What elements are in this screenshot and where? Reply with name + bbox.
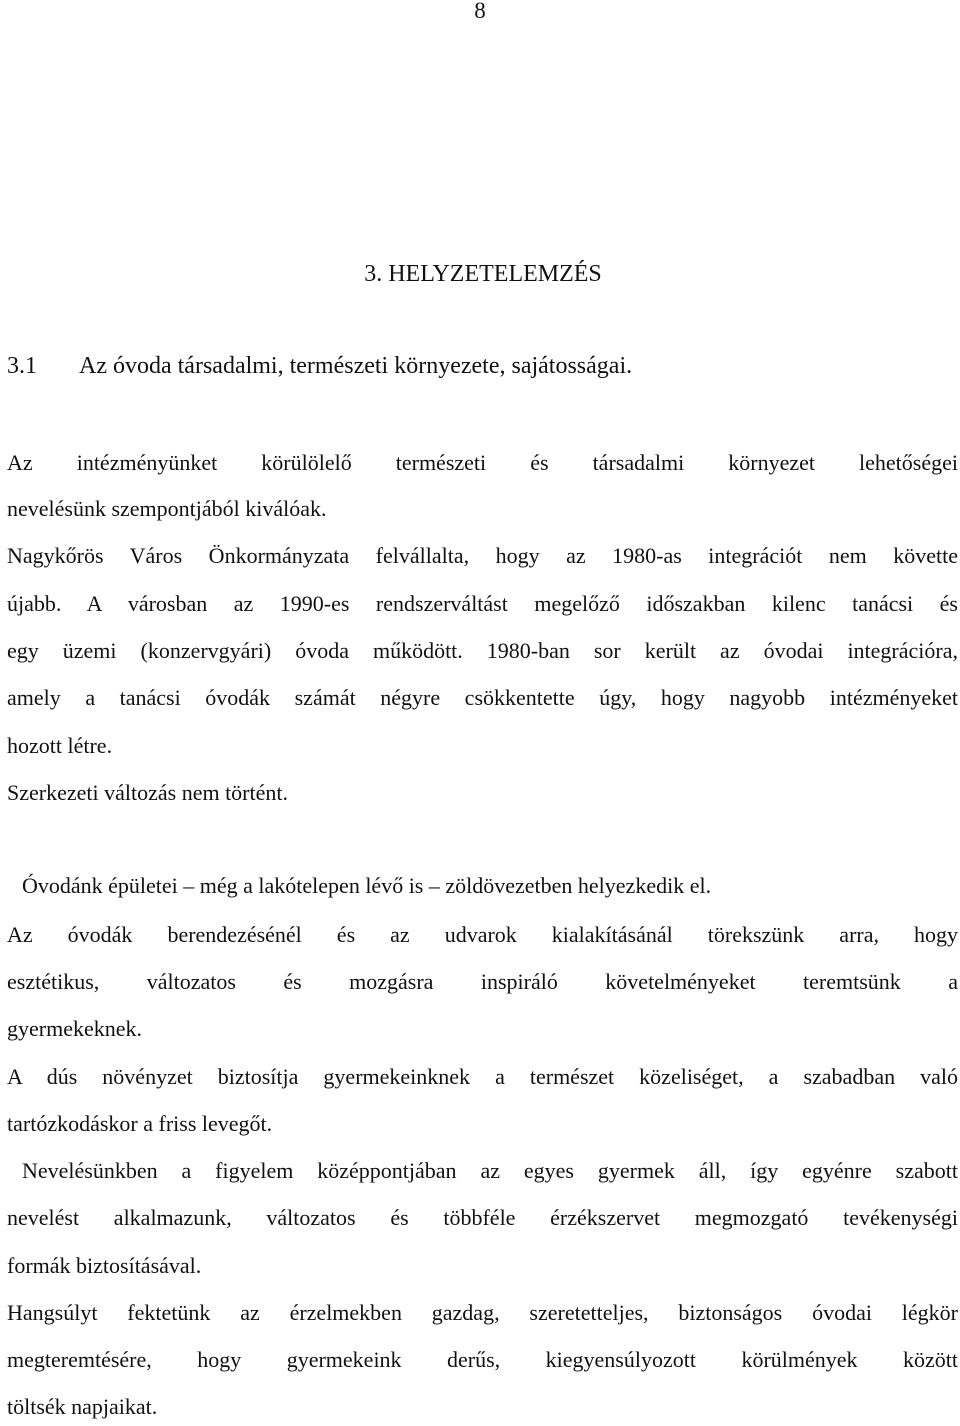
paragraph-line: nevelést alkalmazunk, változatos és többféle érzékszervet megmozgató tevékenységi: [7, 1205, 958, 1230]
paragraph-line: megteremtésére, hogy gyermekeink derűs, kiegyensúlyozott körülmények között: [7, 1347, 958, 1372]
paragraph-line: Az intézményünket körülölelő természeti és társadalmi környezet lehetőségei: [7, 450, 958, 475]
paragraph-line: Hangsúlyt fektetünk az érzelmekben gazdag, szeretetteljes, biztonságos óvodai légkör: [7, 1300, 958, 1325]
paragraph-line: esztétikus, változatos és mozgásra inspiráló követelményeket teremtsünk a: [7, 969, 958, 994]
paragraph-line: amely a tanácsi óvodák számát négyre csökkentette úgy, hogy nagyobb intézményeket: [7, 685, 958, 710]
chapter-title: 3. HELYZETELEMZÉS: [364, 261, 602, 287]
paragraph-line: gyermekeknek.: [7, 1016, 142, 1041]
section-number: 3.1: [7, 353, 37, 379]
paragraph-line: tartózkodáskor a friss levegőt.: [7, 1111, 273, 1136]
paragraph-line: nevelésünk szempontjából kiválóak.: [7, 496, 327, 521]
paragraph-line: Az óvodák berendezésénél és az udvarok kialakításánál törekszünk arra, hogy: [7, 922, 958, 947]
paragraph-line: egy üzemi (konzervgyári) óvoda működött. 1980-ban sor került az óvodai integrációra,: [7, 638, 958, 663]
section-title: Az óvoda társadalmi, természeti környezete, sajátosságai.: [79, 353, 633, 379]
paragraph-line: hozott létre.: [7, 733, 113, 758]
paragraph-line: Nevelésünkben a figyelem középpontjában az egyes gyermek áll, így egyénre szabott: [22, 1158, 958, 1183]
section-heading: [7, 350, 947, 382]
paragraph-line: Nagykőrös Város Önkormányzata felvállalta, hogy az 1980-as integrációt nem követte: [7, 543, 958, 568]
paragraph-line: formák biztosításával.: [7, 1253, 202, 1278]
paragraph-line: Óvodánk épületei – még a lakótelepen lévő is – zöldövezetben helyezkedik el.: [22, 873, 712, 898]
paragraph-line: újabb. A városban az 1990-es rendszerváltást megelőző időszakban kilenc tanácsi és: [7, 591, 958, 616]
paragraph-line: Szerkezeti változás nem történt.: [7, 780, 288, 805]
paragraph-line: töltsék napjaikat.: [7, 1394, 158, 1419]
paragraph-line: A dús növényzet biztosítja gyermekeinknek a természet közeliséget, a szabadban való: [7, 1064, 958, 1089]
page-number: 8: [474, 0, 486, 23]
